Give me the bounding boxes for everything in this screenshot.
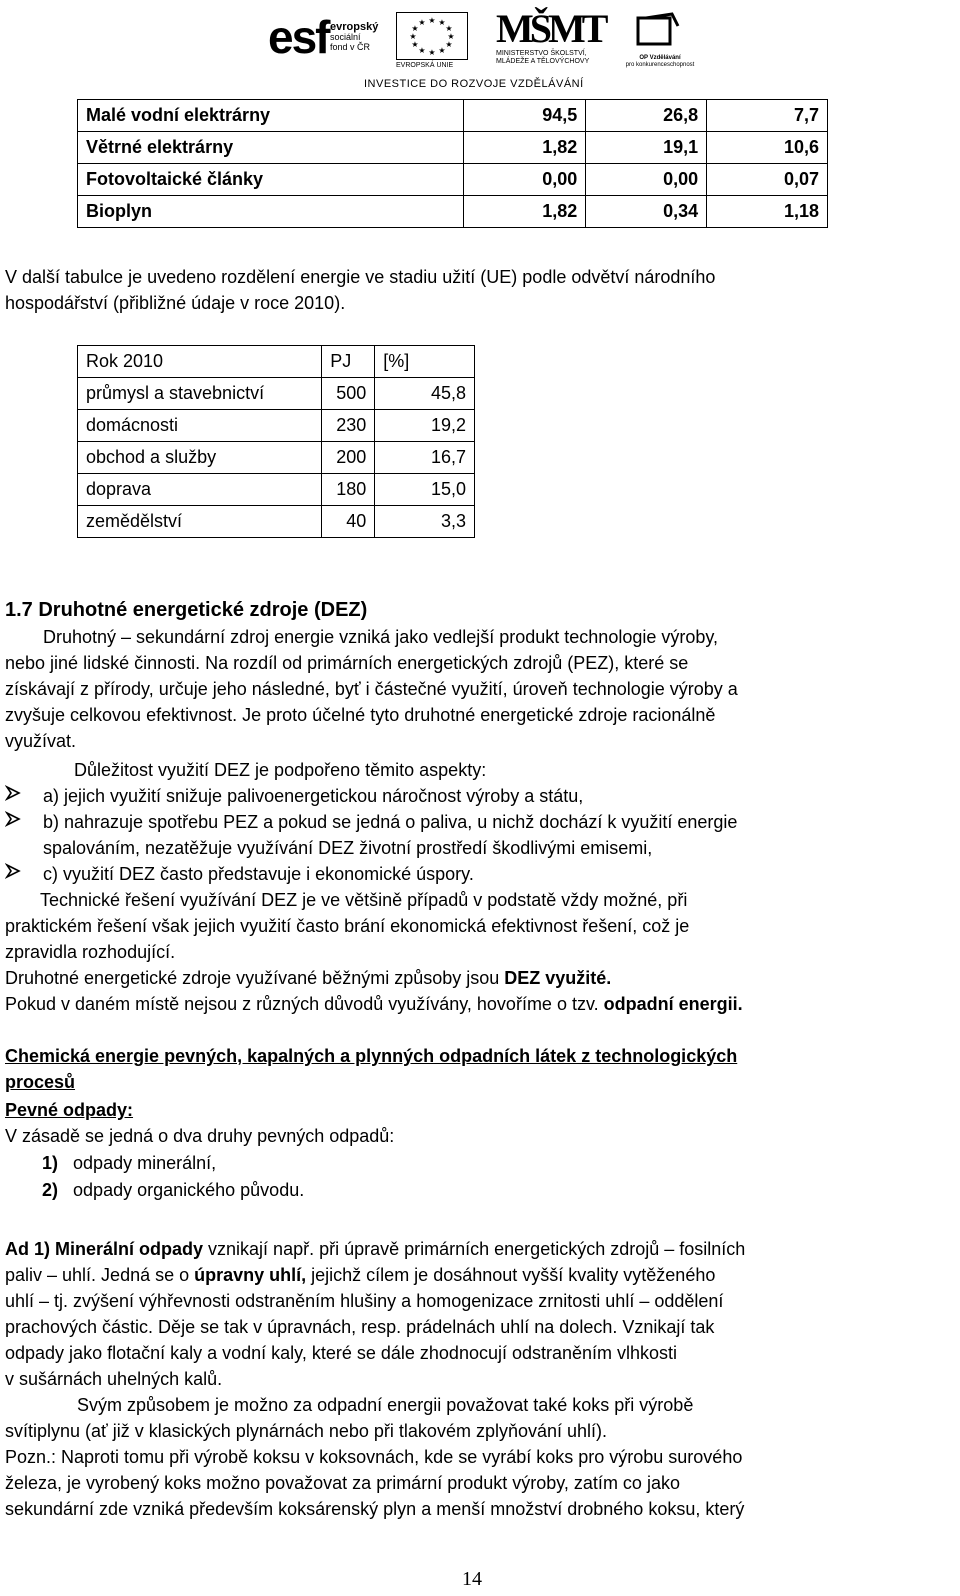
- list-item: 1) odpady minerální,: [42, 1153, 217, 1173]
- cell-value: 45,8: [375, 378, 475, 410]
- esf-logo: [268, 8, 388, 70]
- energy-use-table: [77, 345, 475, 538]
- eu-flag-icon: [396, 12, 468, 60]
- paragraph-line: Technické řešení využívání DEZ je ve většině případů v podstatě vždy možné, při: [40, 890, 688, 910]
- arrow-bullet-icon: [5, 809, 27, 836]
- intro-line-2: hospodářství (přibližné údaje v roce 2010).: [5, 293, 346, 313]
- paragraph-line: nebo jiné lidské činnosti. Na rozdíl od primárních energetických zdrojů (PEZ), které se: [5, 653, 689, 673]
- paragraph-line: využívat.: [5, 731, 77, 751]
- msmt-caption: MINISTERSTVO ŠKOLSTVÍ, MLÁDEŽE A TĚLOVÝCHOVY: [496, 50, 590, 65]
- esf-logo-text: evropský sociální fond v ČR: [330, 21, 379, 52]
- paragraph-line: železa, je vyrobený koks možno považovat za primární produkt výroby, zatím co jako: [5, 1473, 680, 1493]
- svg-text:★: ★: [411, 24, 419, 33]
- paragraph-line: získávají z přírody, určuje jeho následné, byť i částečné využití, úroveň technologie výroby a: [5, 679, 738, 699]
- cell-value: 15,0: [375, 474, 475, 506]
- eu-caption: EVROPSKÁ UNIE: [396, 62, 454, 69]
- paragraph-line: sekundární zde vzniká především koksárenský plyn a menší množství drobného koksu, který: [5, 1499, 745, 1519]
- paragraph-line: uhlí – tj. zvýšení výhřevnosti odstraněním hlušiny a homogenizace zrnitosti uhlí – oddělení: [5, 1291, 724, 1311]
- paragraph-line: V zásadě se jedná o dva druhy pevných odpadů:: [5, 1126, 395, 1146]
- cell-value: 10,6: [707, 132, 828, 164]
- cell-value: 200: [322, 442, 375, 474]
- intro-line-1: V další tabulce je uvedeno rozdělení energie ve stadiu užití (UE) podle odvětví národního: [5, 267, 716, 287]
- row-label: obchod a služby: [78, 442, 322, 474]
- svg-text:★: ★: [428, 48, 436, 57]
- table-row: [78, 196, 828, 228]
- cell-value: 19,1: [586, 132, 707, 164]
- paragraph-line: Druhotný – sekundární zdroj energie vzniká jako vedlejší produkt technologie výroby,: [43, 627, 719, 647]
- cell-value: 1,82: [464, 196, 586, 228]
- arrow-bullet-icon: [5, 783, 27, 810]
- cell-value: 230: [322, 410, 375, 442]
- paragraph-line: zvyšuje celkovou efektivnost. Je proto účelné tyto druhotné energetické zdroje racionálně: [5, 705, 716, 725]
- list-item-text: spalováním, nezatěžuje využívání DEZ životní prostředí škodlivými emisemi,: [43, 838, 653, 858]
- paragraph-line: v sušárnách uhelných kalů.: [5, 1369, 223, 1389]
- cell-value: 19,2: [375, 410, 475, 442]
- paragraph-line: odpady jako flotační kaly a vodní kaly, které se dále zhodnocují odstraněním vlhkosti: [5, 1343, 678, 1363]
- svg-text:★: ★: [411, 40, 419, 49]
- cell-value: 0,34: [586, 196, 707, 228]
- table-row: [78, 410, 475, 442]
- subheading: Pevné odpady:: [5, 1100, 134, 1120]
- cell-value: 180: [322, 474, 375, 506]
- table-row: [78, 164, 828, 196]
- paragraph-line: Důležitost využití DEZ je podpořeno těmito aspekty:: [74, 760, 487, 780]
- energy-sources-table: [77, 99, 828, 228]
- eu-logo: [396, 12, 472, 70]
- cell-value: 94,5: [464, 100, 586, 132]
- cell-value: 1,82: [464, 132, 586, 164]
- cell-value: 16,7: [375, 442, 475, 474]
- table-row: [78, 378, 475, 410]
- table-row: [78, 474, 475, 506]
- msmt-logo: [496, 8, 606, 70]
- header-cell: Rok 2010: [78, 346, 322, 378]
- list-item-text: c) využití DEZ často představuje i ekonomické úspory.: [43, 864, 474, 884]
- paragraph-line: svítiplynu (ať již v klasických plynárnách nebo při tlakovém zplyňování uhlí).: [5, 1421, 608, 1441]
- header-cell: [%]: [375, 346, 475, 378]
- chem-heading: Chemická energie pevných, kapalných a plynných odpadních látek z technologických: [5, 1046, 738, 1066]
- paragraph-line: Svým způsobem je možno za odpadní energii považovat také koks při výrobě: [77, 1395, 694, 1415]
- op-logo-icon: [632, 12, 682, 50]
- cell-value: 500: [322, 378, 375, 410]
- header-cell: PJ: [322, 346, 375, 378]
- row-label: Bioplyn: [78, 196, 464, 228]
- cell-value: 0,07: [707, 164, 828, 196]
- svg-text:★: ★: [428, 16, 436, 25]
- table-header-row: [78, 346, 475, 378]
- svg-text:★: ★: [445, 40, 453, 49]
- cell-value: 40: [322, 506, 375, 538]
- list-item: 2) odpady organického původu.: [42, 1180, 305, 1200]
- row-label: zemědělství: [78, 506, 322, 538]
- cell-value: 1,18: [707, 196, 828, 228]
- paragraph-line: paliv – uhlí. Jedná se o úpravny uhlí, jejichž cílem je dosáhnout vyšší kvality vytěženého: [5, 1265, 716, 1285]
- list-item-text: b) nahrazuje spotřebu PEZ a pokud se jedná o paliva, u nichž dochází k využití energie: [43, 812, 738, 832]
- svg-text:★: ★: [418, 46, 426, 55]
- header-logos: [268, 8, 708, 96]
- row-label: doprava: [78, 474, 322, 506]
- table-row: [78, 100, 828, 132]
- svg-text:★: ★: [418, 18, 426, 27]
- page-number: 14: [462, 1568, 482, 1590]
- msmt-logo-mark: MŠMT: [496, 6, 605, 51]
- op-logo: [620, 12, 700, 70]
- investice-slogan: INVESTICE DO ROZVOJE VZDĚLÁVÁNÍ: [364, 78, 584, 90]
- row-label: domácnosti: [78, 410, 322, 442]
- cell-value: 26,8: [586, 100, 707, 132]
- list-item-text: a) jejich využití snižuje palivoenergetickou náročnost výroby a státu,: [43, 786, 584, 806]
- table-row: [78, 442, 475, 474]
- svg-text:★: ★: [438, 18, 446, 27]
- paragraph-line: prachových částic. Děje se tak v úpravnách, resp. prádelnách uhlí na dolech. Vznikají tak: [5, 1317, 715, 1337]
- paragraph-line: Pozn.: Naproti tomu při výrobě koksu v koksovnách, kde se vyrábí koks pro výrobu surového: [5, 1447, 743, 1467]
- table-row: [78, 132, 828, 164]
- row-label: Malé vodní elektrárny: [78, 100, 464, 132]
- svg-text:★: ★: [409, 32, 417, 41]
- row-label: průmysl a stavebnictví: [78, 378, 322, 410]
- cell-value: 7,7: [707, 100, 828, 132]
- section-heading: 1.7 Druhotné energetické zdroje (DEZ): [5, 599, 368, 621]
- cell-value: 0,00: [586, 164, 707, 196]
- table-row: [78, 506, 475, 538]
- chem-heading: procesů: [5, 1072, 76, 1092]
- paragraph-line: zpravidla rozhodující.: [5, 942, 176, 962]
- svg-text:★: ★: [447, 32, 455, 41]
- cell-value: 0,00: [464, 164, 586, 196]
- op-caption: OP Vzdělávání pro konkurenceschopnost: [625, 55, 695, 68]
- row-label: Větrné elektrárny: [78, 132, 464, 164]
- svg-text:★: ★: [438, 46, 446, 55]
- paragraph-line: Ad 1) Minerální odpady vznikají např. při úpravě primárních energetických zdrojů – fosilních: [5, 1239, 746, 1259]
- paragraph-line: praktickém řešení však jejich využití často brání ekonomická efektivnost řešení, což je: [5, 916, 690, 936]
- paragraph-line: Pokud v daném místě nejsou z různých důvodů využívány, hovoříme o tzv. odpadní energii.: [5, 994, 743, 1014]
- esf-logo-mark: esf: [268, 11, 329, 63]
- row-label: Fotovoltaické články: [78, 164, 464, 196]
- cell-value: 3,3: [375, 506, 475, 538]
- arrow-bullet-icon: [5, 861, 27, 888]
- svg-text:★: ★: [445, 24, 453, 33]
- paragraph-line: Druhotné energetické zdroje využívané běžnými způsoby jsou DEZ využité.: [5, 968, 612, 988]
